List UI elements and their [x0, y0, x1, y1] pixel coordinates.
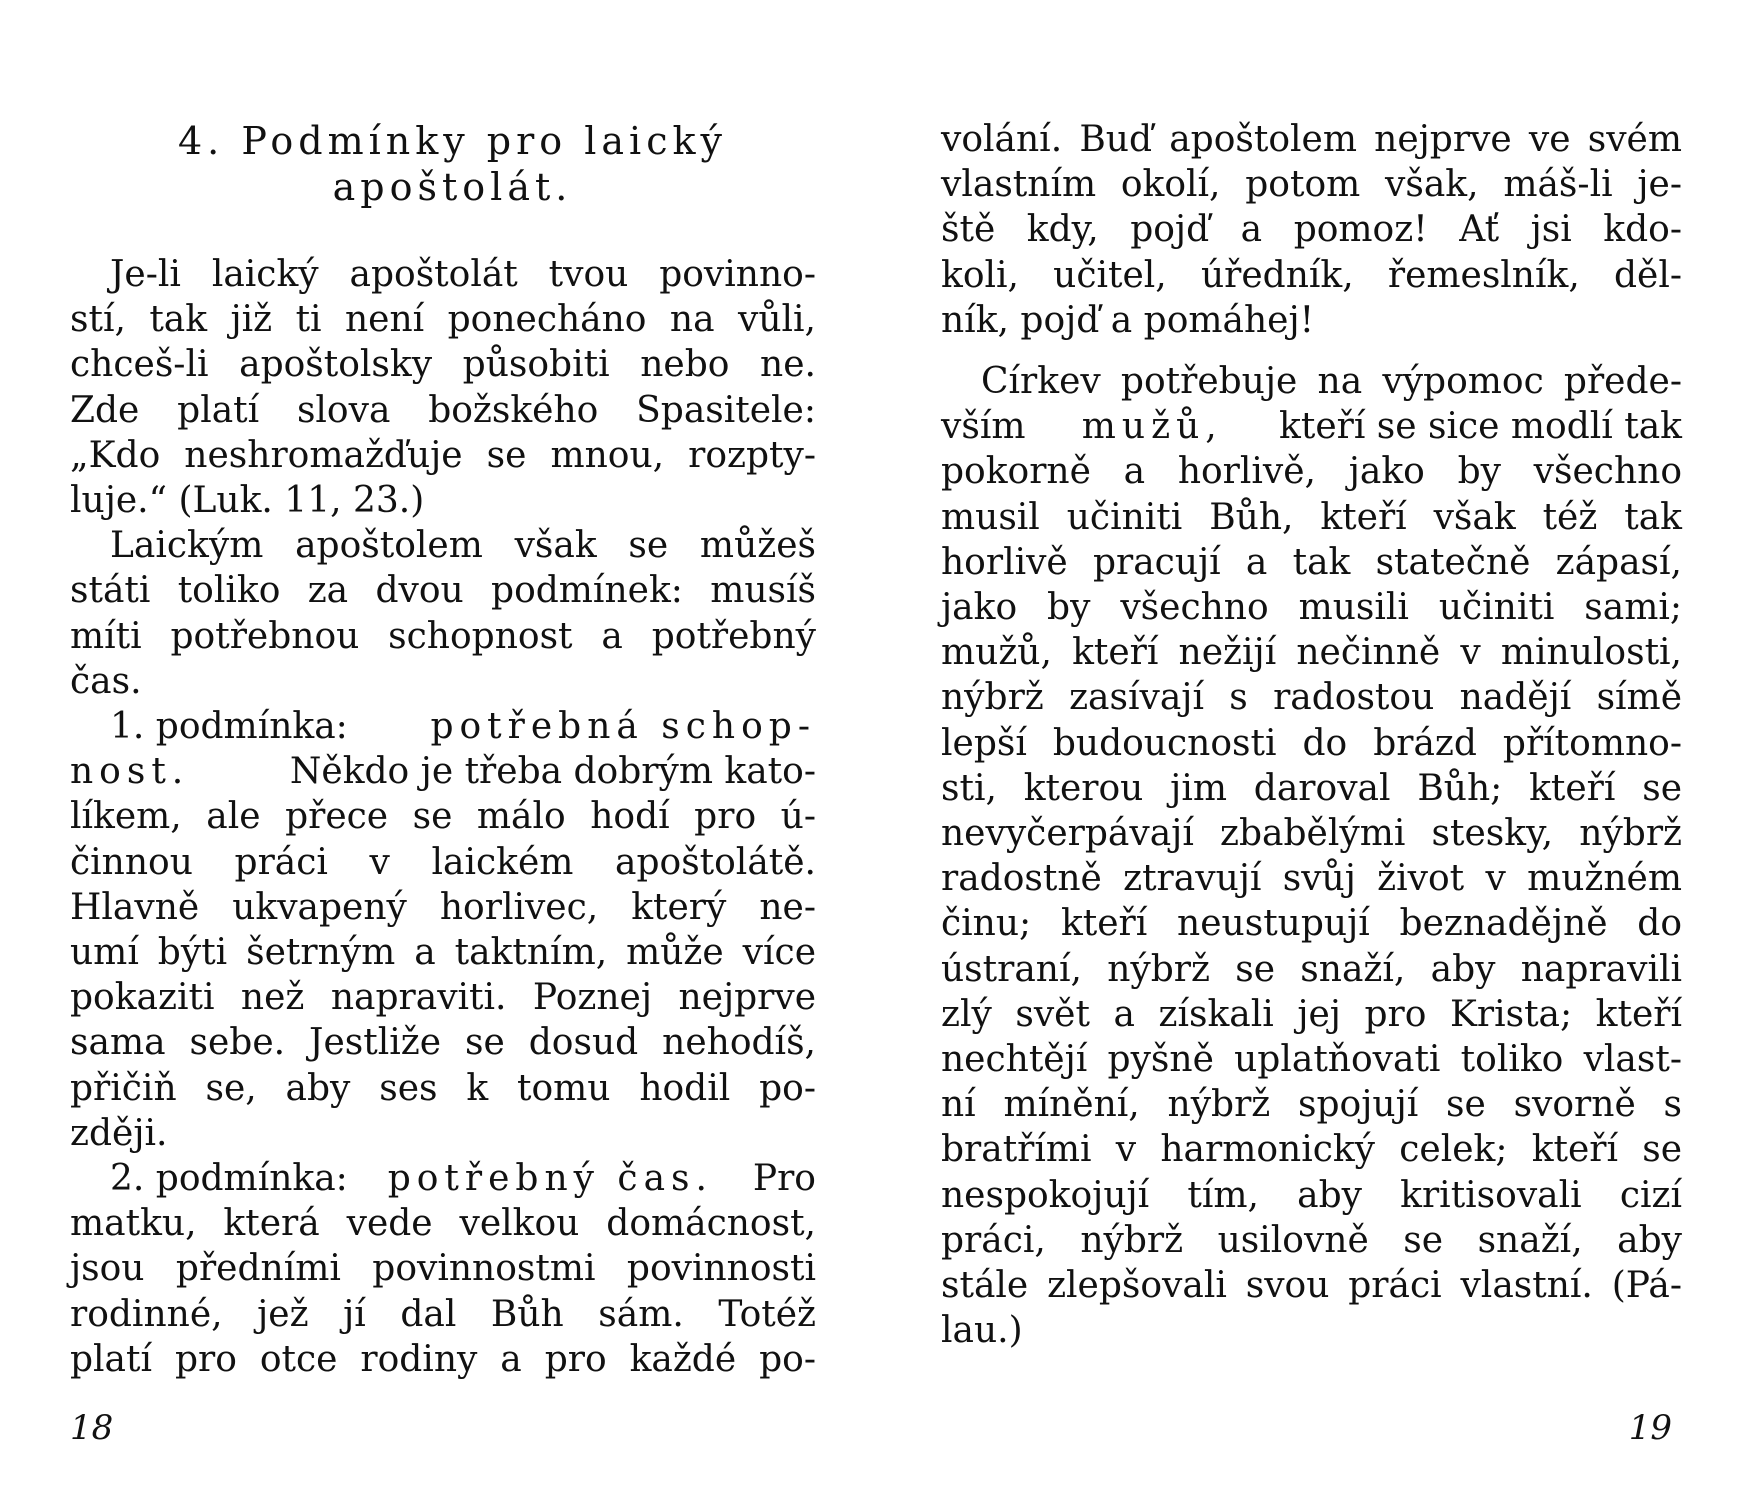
- text-line: radostně ztravují svůj život v mužném: [941, 858, 1682, 900]
- left-text-column: [70, 252, 816, 1382]
- text-line: Je-li laický apoštolát tvou povinno-: [110, 254, 816, 295]
- text-line: volání. Buď apoštolem nejprve ve svém: [941, 119, 1682, 160]
- text-line: sti, kterou jim daroval Bůh; kteří se: [941, 767, 1682, 809]
- text-line: pokorně a horlivě, jako by všechno: [941, 451, 1682, 493]
- condition-label: 2. podmínka:: [110, 1158, 348, 1200]
- text-line: luje.“ (Luk. 11, 23.): [70, 480, 425, 522]
- text-line: bratřími v harmonický celek; kteří se: [941, 1129, 1682, 1171]
- text-line: nechtějí pyšně uplatňovati toliko vlast-: [941, 1039, 1682, 1081]
- condition-label: 1. podmínka:: [110, 706, 348, 748]
- condition-term: potřebný čas.: [387, 1158, 713, 1200]
- text-line: ní mínění, nýbrž spojují se svorně s: [941, 1084, 1682, 1126]
- text-fragment: kteří se sice modlí tak: [1279, 406, 1682, 448]
- text-line: míti potřebnou schopnost a potřebný: [70, 615, 816, 657]
- text-line: ště kdy, pojď a pomoz! Ať jsi kdo-: [941, 209, 1682, 251]
- text-line: sama sebe. Jestliže se dosud nehodíš,: [70, 1022, 816, 1064]
- text-line: jsou předními povinnostmi povinnosti: [70, 1248, 816, 1290]
- text-line: zději.: [70, 1112, 168, 1154]
- text-line: stále zlepšovali svou práci vlastní. (Pá-: [941, 1265, 1682, 1307]
- text-line: přičiň se, aby ses k tomu hodil po-: [70, 1067, 816, 1109]
- text-line: nýbrž zasívají s radostou nadějí símě: [941, 677, 1682, 719]
- text-line: lau.): [941, 1310, 1023, 1352]
- text-line: ústraní, nýbrž se snaží, aby napravili: [941, 948, 1682, 990]
- condition-1-line: [70, 704, 816, 749]
- text-line: pokaziti než napraviti. Poznej nejprve: [70, 977, 816, 1019]
- text-line: zlý svět a získali jej pro Krista; kteří: [941, 993, 1682, 1035]
- condition-term: nost.: [70, 751, 190, 793]
- text-fragment: Někdo je třeba dobrým kato-: [289, 751, 816, 793]
- text-line: státi toliko za dvou podmínek: musíš: [70, 570, 816, 612]
- emphasized-word: mužů,: [1081, 406, 1223, 448]
- text-line: líkem, ale přece se málo hodí pro ú-: [70, 796, 816, 838]
- text-line: rodinné, jež jí dal Bůh sám. Totéž: [70, 1293, 816, 1335]
- text-line: ník, pojď a pomáhej!: [941, 299, 1315, 341]
- text-line: nevyčerpávají zbabělými stesky, nýbrž: [941, 813, 1682, 855]
- text-line: nespokojují tím, aby kritisovali cizí: [941, 1174, 1682, 1216]
- page-number: 19: [1628, 1408, 1672, 1448]
- heading-line: 4. Podmínky pro laický: [178, 119, 727, 163]
- text-line: chceš-li apoštolsky působiti nebo ne.: [70, 344, 816, 386]
- text-line: koli, učitel, úředník, řemeslník, děl-: [941, 254, 1682, 296]
- text-line: Hlavně ukvapený horlivec, který ne-: [70, 886, 816, 928]
- condition-term: potřebná schop-: [430, 706, 816, 748]
- text-line: umí býti šetrným a taktním, může více: [70, 932, 816, 974]
- page-number: 18: [70, 1408, 114, 1448]
- text-line: mužů, kteří nežijí nečinně v minulosti,: [941, 632, 1682, 674]
- right-text-column: [941, 117, 1682, 1353]
- text-line: práci, nýbrž usilovně se snaží, aby: [941, 1219, 1682, 1261]
- text-line: „Kdo neshromažďuje se mnou, rozpty-: [70, 434, 816, 476]
- heading-line: apoštolát.: [332, 165, 573, 209]
- right-page: [871, 0, 1742, 1500]
- condition-2-line: [70, 1156, 816, 1201]
- text-line: jako by všechno musili učiniti sami;: [941, 587, 1682, 629]
- text-line: činnou práci v laickém apoštolátě.: [70, 841, 816, 883]
- text-line: Církev potřebuje na výpomoc přede-: [981, 361, 1682, 403]
- section-heading: [150, 118, 755, 210]
- text-fragment: Pro: [752, 1158, 816, 1200]
- text-line: matku, která vede velkou domácnost,: [70, 1203, 816, 1245]
- text-line: činu; kteří neustupují beznadějně do: [941, 903, 1682, 945]
- text-line: vlastním okolí, potom však, máš-li je-: [941, 164, 1682, 206]
- text-line: musil učiniti Bůh, kteří však též tak: [941, 496, 1682, 538]
- text-fragment: vším: [941, 406, 1026, 448]
- text-line: Zde platí slova božského Spasitele:: [70, 389, 816, 431]
- emphasis-line: [941, 404, 1682, 449]
- text-line: čas.: [70, 660, 142, 702]
- text-line: stí, tak již ti není ponecháno na vůli,: [70, 299, 816, 341]
- text-line: Laickým apoštolem však se můžeš: [110, 525, 816, 567]
- text-line: platí pro otce rodiny a pro každé po-: [70, 1338, 816, 1380]
- text-line: horlivě pracují a tak statečně zápasí,: [941, 541, 1682, 583]
- condition-1-cont-line: [70, 749, 816, 794]
- text-line: lepší budoucnosti do brázd přítomno-: [941, 722, 1682, 764]
